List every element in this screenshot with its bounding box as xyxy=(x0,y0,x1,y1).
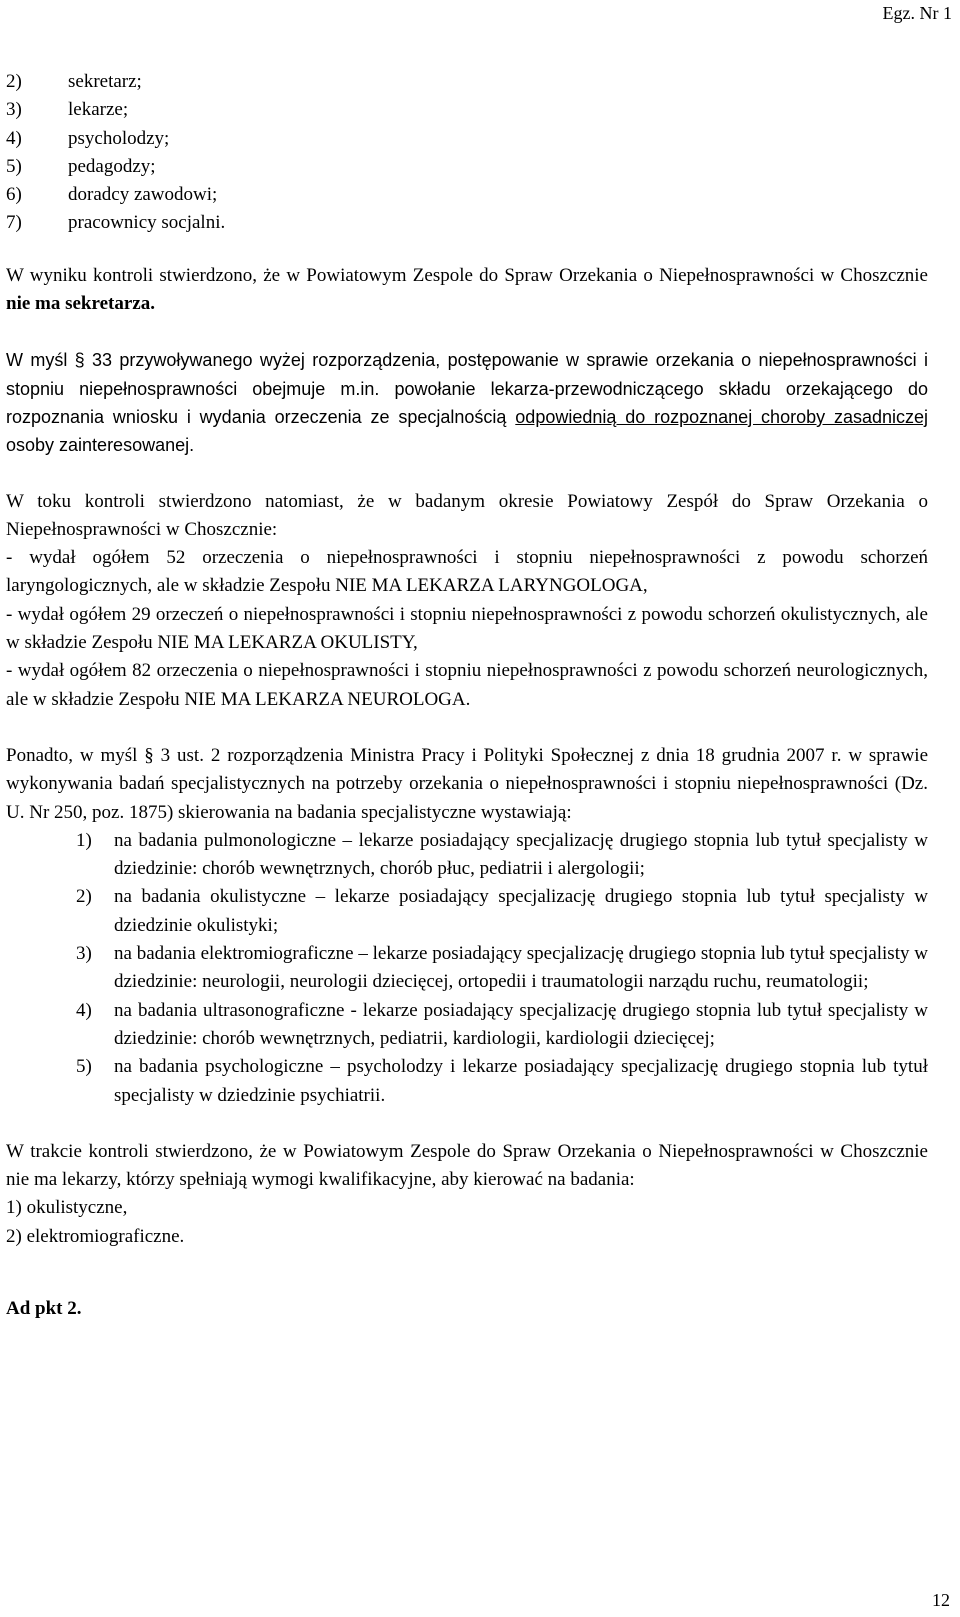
paragraph-secretary: W wyniku kontroli stwierdzono, że w Powiatowym Zespole do Spraw Orzekania o Niepełnosprawności w Choszcznie nie ma sekretarza. xyxy=(6,264,928,315)
list-item: 3) na badania elektromiograficzne – lekarze posiadający specjalizację drugiego stopnia lub tytuł specjalisty w dziedzinie: neurologii, neurologii dziecięcej, ortopedii i traumatologii narządu ruchu, reumatologii; xyxy=(76,943,928,993)
list-item: 2) na badania okulistyczne – lekarze posiadający specjalizację drugiego stopnia lub tytuł specjalisty w dziedzinie okulistyki; xyxy=(76,886,928,936)
list-item: 1) okulistyczne, xyxy=(6,1197,128,1219)
finding-line: - wydał ogółem 82 orzeczenia o niepełnosprawności i stopniu niepełnosprawności z powodu schorzeń neurologicznych, ale w składzie Zespołu NIE MA LEKARZA NEUROLOGA. xyxy=(6,660,928,710)
list-item: 7) pracownicy socjalni. xyxy=(6,212,226,234)
paragraph-referrals: Ponadto, w myśl § 3 ust. 2 rozporządzenia Ministra Pracy i Polityki Społecznej z dnia 18 grudnia 2007 r. w sprawie wykonywania badań specjalistycznych na potrzeby orzekania o niepełnosprawności i stopniu niepełnosprawności (Dz. U. Nr 250, poz. 1875) skierowania na badania specjalistyczne wystawiają: xyxy=(6,744,928,823)
list-item: 2) sekretarz; xyxy=(6,71,142,92)
list-item: 3) lekarze; xyxy=(6,99,129,121)
finding-line: - wydał ogółem 52 orzeczenia o niepełnosprawności i stopniu niepełnosprawności z powodu schorzeń laryngologicznych, ale w składzie Zespołu NIE MA LEKARZA LARYNGOLOGA, xyxy=(6,547,928,597)
document-body xyxy=(6,68,928,1323)
list-item: 5) pedagodzy; xyxy=(6,155,156,177)
copy-number-label: Egz. Nr 1 xyxy=(882,3,952,23)
list-item: 4) psycholodzy; xyxy=(6,127,170,149)
paragraph-regulation: W myśl § 33 przywoływanego wyżej rozporządzenia, postępowanie w sprawie orzekania o niepełnosprawności i stopniu niepełnosprawności obejmuje m.in. powołanie lekarza-przewodniczącego składu orzekającego do rozpoznania wniosku i wydania orzeczenia ze specjalnością odpowiednią do rozpoznanej choroby zasadniczej osoby zainteresowanej. xyxy=(6,350,929,456)
paragraph-conclusion: W trakcie kontroli stwierdzono, że w Powiatowym Zespole do Spraw Orzekania o Niepełnosprawności w Choszcznie nie ma lekarzy, którzy spełniają wymogi kwalifikacyjne, aby kierować na badania: xyxy=(6,1140,928,1191)
paragraph-findings: W toku kontroli stwierdzono natomiast, że w badanym okresie Powiatowy Zespół do Spraw Orzekania o Niepełnosprawności w Choszcznie: - wydał ogółem 52 orzeczenia o niepełnosprawności i stopniu niepełnosprawności z powodu schorzeń laryngologicznych, ale w składzie Zespołu NIE MA LEKARZA LARYNGOLOGA, - wydał ogółem 29 orzeczeń o niepełnosprawności i stopniu niepełnosprawności z powodu schorzeń okulistycznych, ale w składzie Zespołu NIE MA LEKARZA OKULISTY, - wydał ogółem 82 orzeczenia o niepełnosprawności i stopniu niepełnosprawności z powodu schorzeń neurologicznych, ale w składzie Zespołu NIE MA LEKARZA NEUROLOGA. xyxy=(6,488,928,714)
page-number: 12 xyxy=(932,1590,950,1610)
list-item: 1) na badania pulmonologiczne – lekarze posiadający specjalizację drugiego stopnia lub tytuł specjalisty w dziedzinie: chorób wewnętrznych, chorób płuc, pediatrii i alergologii; xyxy=(76,829,928,880)
list-item: 5) na badania psychologiczne – psycholodzy i lekarze posiadający specjalizację drugiego stopnia lub tytuł specjalisty w dziedzinie psychiatrii. xyxy=(76,1056,928,1106)
finding-line: - wydał ogółem 29 orzeczeń o niepełnosprawności i stopniu niepełnosprawności z powodu schorzeń okulistycznych, ale w składzie Zespołu NIE MA LEKARZA OKULISTY, xyxy=(6,603,928,654)
list-item: 2) elektromiograficzne. xyxy=(6,1225,185,1247)
exam-list xyxy=(6,827,928,1110)
list-item: 6) doradcy zawodowi; xyxy=(6,184,218,206)
staff-list xyxy=(6,68,928,238)
section-heading: Ad pkt 2. xyxy=(6,1297,82,1319)
list-item: 4) na badania ultrasonograficzne - lekarze posiadający specjalizację drugiego stopnia lub tytuł specjalisty w dziedzinie: chorób wewnętrznych, pediatrii, kardiologii, kardiologii dziecięcej; xyxy=(76,999,928,1049)
